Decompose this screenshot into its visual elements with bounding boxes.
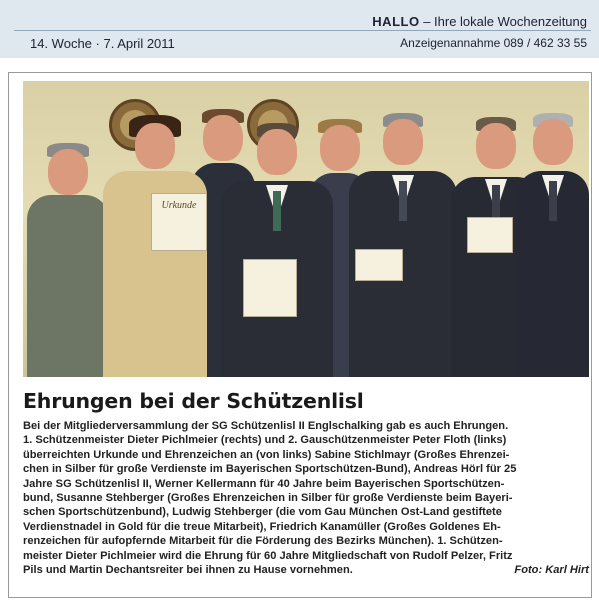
certificate: [467, 217, 513, 253]
group-photo: [23, 81, 589, 377]
body-line: Pils und Martin Dechantsreiter bei ihnen zu Hause vornehmen.: [23, 564, 353, 577]
newspaper-header: [0, 0, 599, 58]
ad-phone: Anzeigenannahme 089 / 462 33 55: [400, 36, 587, 50]
issue-date: 14. Woche · 7. April 2011: [30, 36, 175, 51]
body-line: schen Sportschützenbund), Ludwig Stehberger (die vom Gau München Ost-Land gestiftete: [23, 506, 502, 519]
body-line: renzeichen für aufopfernde Mitarbeit für die Förderung des Bezirks München). 1. Schützen-: [23, 535, 503, 548]
newspaper-brand: [372, 14, 587, 29]
body-line: Bei der Mitgliederversammlung der SG Schützenlisl II Englschalking gab es auch Ehrungen.: [23, 420, 509, 432]
body-line: bund, Susanne Stehberger (Großes Ehrenzeichen in Silber für große Verdienste beim Bayeri-: [23, 492, 513, 505]
body-line: meister Dieter Pichlmeier wird die Ehrung für 60 Jahre Mitgliedschaft von Rudolf Pelzer, Fritz: [23, 549, 513, 562]
body-line: 1. Schützenmeister Dieter Pichlmeier (rechts) und 2. Gauschützenmeister Peter Floth (links): [23, 434, 507, 447]
article-headline: Ehrungen bei der Schützenlisl: [23, 389, 364, 413]
person-figure: [27, 141, 109, 377]
certificate: [243, 259, 297, 317]
body-last-line: [23, 563, 589, 577]
body-line: überreichten Urkunde und Ehrenzeichen an (von links) Sabine Stichlmayr (Großes Ehrenzei-: [23, 448, 510, 461]
article-body: [23, 419, 589, 577]
certificate: [355, 249, 403, 281]
body-line: chen in Silber für große Verdienste im Bayerischen Sportschützen-Bund), Andreas Hörl für 25: [23, 463, 517, 476]
body-line: Jahre SG Schützenlisl II, Werner Kellermann für 40 Jahre beim Bayerischen Sportschützen-: [23, 477, 505, 490]
body-line: Verdienstnadel in Gold für die treue Mitarbeit), Friedrich Kanamüller (Großes Goldenes Eh-: [23, 520, 501, 533]
brand-name: HALLO: [372, 14, 420, 29]
brand-tagline: – Ihre lokale Wochenzeitung: [419, 14, 587, 29]
header-divider: [14, 30, 591, 31]
article-clipping: [8, 72, 592, 598]
person-figure: [349, 111, 457, 377]
person-figure: [221, 121, 333, 377]
certificate: [151, 193, 207, 251]
photo-credit: Foto: Karl Hirt: [514, 564, 589, 577]
certificate-title: Urkunde: [161, 200, 197, 211]
person-figure: [517, 111, 589, 377]
